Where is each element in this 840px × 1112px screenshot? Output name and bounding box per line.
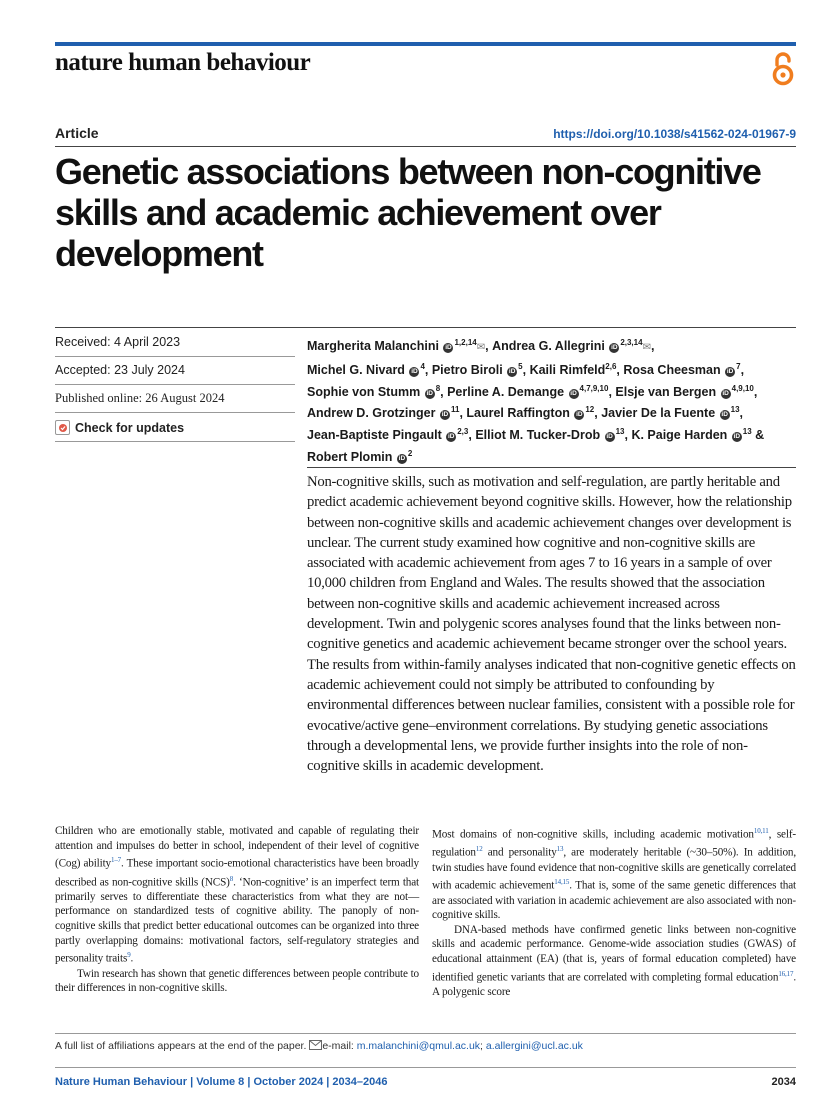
affiliation-number: 13 [742, 427, 752, 436]
header-rule [55, 42, 796, 46]
author-label: Jean-Baptiste Pingault [307, 428, 442, 443]
mail-icon[interactable]: ✉ [642, 342, 651, 354]
citation-ref[interactable]: 8 [229, 874, 234, 883]
author-name[interactable] [466, 406, 601, 420]
meta-top-rule [55, 327, 796, 328]
orcid-icon[interactable]: iD [576, 411, 583, 419]
received-date: Received: 4 April 2023 [55, 335, 181, 349]
open-access-icon [770, 52, 796, 86]
author-separator: , [468, 428, 476, 443]
orcid-icon[interactable]: iD [733, 433, 741, 441]
check-updates-label: Check for updates [75, 420, 185, 435]
article-type: Article [55, 125, 99, 141]
orcid-icon[interactable]: iD [570, 389, 577, 397]
author-separator: & [751, 428, 765, 443]
affiliation-number: 13 [730, 405, 740, 415]
meta-divider [55, 441, 295, 442]
affiliation-number: 5 [518, 361, 523, 371]
author-name[interactable] [615, 385, 757, 399]
author-separator: , [424, 362, 432, 377]
citation-ref[interactable]: 10,11 [753, 827, 769, 835]
citation-ref[interactable]: 14,15 [554, 878, 570, 887]
meta-divider [55, 412, 295, 413]
citation-ref[interactable]: 1–7 [110, 856, 122, 865]
footnote-text: A full list of affiliations appears at the end of the paper. [55, 1040, 307, 1052]
orcid-icon[interactable]: iD [606, 433, 613, 441]
title-rule [55, 146, 796, 147]
meta-divider [55, 356, 295, 357]
accepted-date: Accepted: 23 July 2024 [55, 363, 185, 377]
meta-divider [55, 384, 295, 385]
author-separator: , [740, 362, 745, 377]
email-separator: ; [480, 1040, 483, 1052]
author-separator: , [616, 362, 624, 377]
mail-icon[interactable]: ✉ [476, 342, 486, 354]
affiliations-footnote [55, 1040, 583, 1052]
body-paragraph: Twin research has shown that genetic differences between people contribute to their differences in non-cognitive skills. [55, 967, 419, 995]
author-separator: , [624, 428, 632, 443]
author-label: Pietro Biroli [431, 362, 503, 377]
author-name[interactable] [307, 339, 492, 353]
body-column-left [55, 824, 419, 996]
author-label: K. Paige Harden [631, 428, 728, 443]
author-name[interactable] [307, 428, 475, 442]
abstract-text: Non-cognitive skills, such as motivation and self-regulation, are partly heritable and predict academic achievement beyond cognitive skills. However, how the relationship between non-cognitive skills and academic achievement changes over development is unclear. The current study examined how cognitive and non-cognitive skills are associated with academic achievement from ages 7 to 16 years in a sample of over 10,000 children from England and Wales. The results showed that the association between non-cognitive skills and academic achievement increased across development. Twin and polygenic scores analyses found that the links between non-cognitive genetics and academic achievement became stronger over the school years. The results from within-family analyses indicated that non-cognitive genetic effects on academic achievement could not simply be attributed to confounding by environmental differences between nuclear families, consistent with a possible role for evocative/active gene–environment correlations. By studying genetic associations through a developmental lens, we provide further insights into the role of non-cognitive skills in academic development. [307, 474, 796, 775]
affiliation-number: 2 [407, 448, 413, 458]
abstract-rule [307, 467, 796, 468]
author-name[interactable] [307, 363, 432, 377]
body-column-right [432, 824, 796, 999]
author-name[interactable] [530, 363, 624, 377]
email-link-allegrini[interactable]: a.allergini@ucl.ac.uk [485, 1040, 583, 1052]
author-name[interactable] [307, 406, 466, 420]
author-label: Perline A. Demange [447, 384, 565, 399]
orcid-icon[interactable]: iD [722, 389, 729, 397]
affiliation-number: 7 [736, 361, 741, 371]
author-name[interactable] [623, 363, 744, 377]
affiliation-number: 12 [585, 405, 595, 415]
affiliation-number: 2,3 [457, 427, 469, 436]
email-label: e-mail: [322, 1040, 354, 1052]
author-separator: , [440, 384, 448, 399]
author-separator: , [753, 384, 758, 399]
orcid-icon[interactable]: iD [508, 367, 516, 375]
author-name[interactable] [307, 385, 447, 399]
body-paragraph: DNA-based methods have confirmed genetic links between non-cognitive skills and academic performance. Genome-wide association studies (GWAS) of educational attainment (EA) (that is, years of formal education completed) have identified genetic variants that are correlated with completing formal education$^{16,17}$. A polygenic score [432, 923, 796, 998]
author-label: Laurel Raffington [466, 406, 570, 421]
affiliation-number: 11 [450, 405, 460, 415]
orcid-icon[interactable]: iD [411, 367, 418, 375]
doi-link[interactable]: https://doi.org/10.1038/s41562-024-01967-9 [553, 127, 796, 141]
orcid-icon[interactable]: iD [447, 433, 455, 441]
affiliation-number: 1,2,14 [454, 338, 477, 347]
author-label: Kaili Rimfeld [529, 362, 606, 377]
author-name[interactable] [492, 339, 654, 353]
body-paragraph: Children who are emotionally stable, motivated and capable of regulating their attention and impulses do better in school, independent of their level of cognitive (Cog) ability$^{1-7}$. These important socio-emotional characteristics have been broadly described as non-cognitive skills (NCS)$^8$. ‘Non-cognitive’ is an imperfect term that primarily serves to differentiate these characteristics from what they are not—performance on standardized tests of cognitive ability. The panoply of non-cognitive skills that predict better educational outcomes can be organized into three partly overlapping domains: motivational factors, self-regulatory strategies and personality traits$^9$. [55, 825, 419, 965]
author-separator: , [459, 406, 467, 421]
orcid-icon[interactable]: iD [721, 411, 728, 419]
journal-name[interactable]: nature human behaviour [55, 49, 311, 76]
check-updates-icon [55, 420, 70, 435]
affiliation-number: 4 [420, 361, 425, 371]
author-separator: , [485, 339, 493, 354]
author-list [307, 334, 797, 467]
abstract [307, 472, 797, 776]
body-paragraph: Most domains of non-cognitive skills, including academic motivation$^{10,11}$, self-regulation$^{12}$ and personality$^{13}$, are moderately heritable (~30–50%). In addition, twin studies have found evidence that non-cognitive skills are genetically correlated with academic achievement$^{14,15}$. That is, some of the same genetic differences that are associated with variation in academic achievement are also associated with non-cognitive skills. [432, 827, 797, 922]
author-name[interactable] [475, 428, 631, 442]
footer-rule [55, 1067, 796, 1068]
footnote-rule [55, 1033, 796, 1034]
author-label: Andrea G. Allegrini [492, 339, 605, 354]
citation-ref[interactable]: 9 [127, 951, 131, 960]
affiliation-number: 2,6 [605, 361, 617, 371]
author-label: Margherita Malanchini [307, 339, 439, 354]
author-label: Javier De la Fuente [601, 406, 716, 421]
orcid-icon[interactable]: iD [445, 344, 452, 352]
orcid-icon[interactable]: iD [426, 389, 433, 397]
author-separator: , [650, 339, 655, 354]
affiliation-number: 8 [435, 383, 441, 393]
author-separator: , [522, 362, 530, 377]
author-name[interactable] [307, 450, 412, 464]
affiliation-number: 13 [615, 427, 625, 436]
author-label: Andrew D. Grotzinger [307, 406, 436, 421]
author-label: Rosa Cheesman [623, 362, 721, 377]
author-label: Elsje van Bergen [615, 384, 717, 399]
orcid-icon[interactable]: iD [726, 367, 734, 375]
orcid-icon[interactable]: iD [441, 411, 449, 419]
author-name[interactable] [432, 363, 530, 377]
orcid-icon[interactable]: iD [398, 454, 406, 462]
author-label: Sophie von Stumm [307, 384, 421, 399]
author-name[interactable] [631, 428, 764, 442]
author-name[interactable] [447, 385, 615, 399]
author-label: Elliot M. Tucker-Drob [475, 428, 601, 443]
author-name[interactable] [601, 406, 743, 420]
author-separator: , [739, 406, 744, 421]
check-for-updates-button[interactable] [55, 420, 184, 435]
affiliation-number: 2,3,14 [620, 338, 643, 347]
citation-ref[interactable]: 16,17 [778, 969, 794, 978]
citation-ref[interactable]: 13 [556, 845, 564, 854]
citation-ref[interactable]: 12 [475, 845, 483, 854]
article-title: Genetic associations between non-cognitive skills and academic achievement over development [55, 151, 761, 274]
author-label: Michel G. Nivard [307, 362, 405, 377]
mail-icon [309, 1040, 322, 1050]
author-separator: , [594, 406, 602, 421]
published-date: Published online: 26 August 2024 [55, 391, 225, 405]
journal-citation[interactable]: Nature Human Behaviour | Volume 8 | October 2024 | 2034–2046 [55, 1076, 388, 1088]
email-link-malanchini[interactable]: m.malanchini@qmul.ac.uk [356, 1040, 481, 1052]
author-label: Robert Plomin [307, 449, 393, 464]
affiliation-number: 4,7,9,10 [579, 383, 609, 393]
page-number: 2034 [771, 1076, 796, 1088]
affiliation-number: 4,9,10 [731, 383, 754, 393]
author-separator: , [608, 384, 616, 399]
orcid-icon[interactable]: iD [611, 344, 618, 352]
